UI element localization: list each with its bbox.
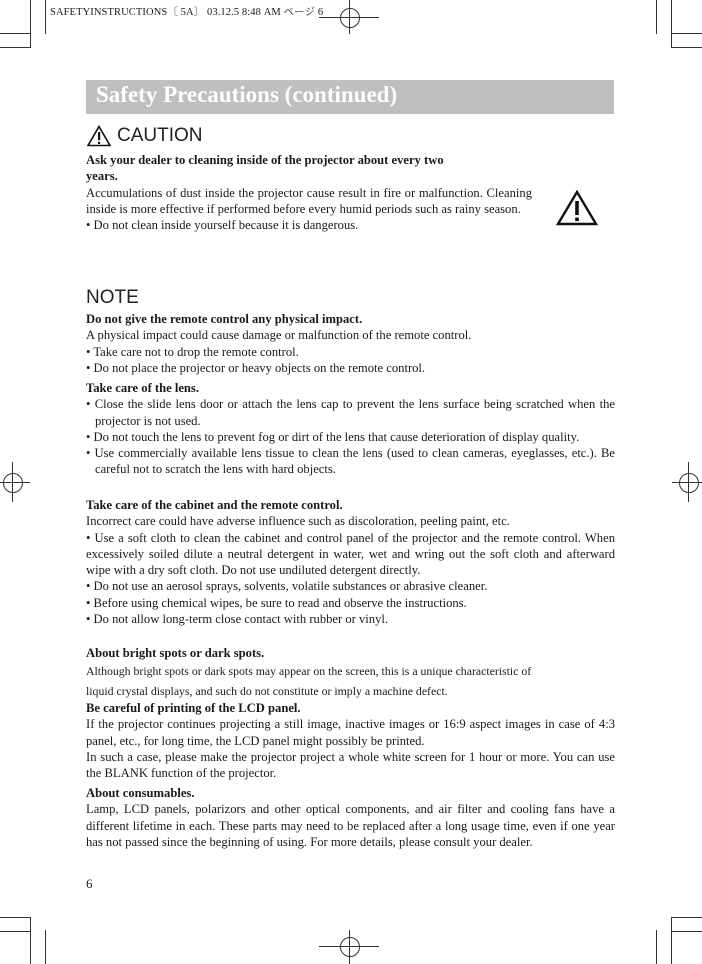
- note-label: NOTE: [86, 287, 139, 308]
- lens-bullet-3: • Use commercially available lens tissue to clean the lens (used to clean cameras, eyeglasses, etc.). Be careful not to scratch the lens with hard objects.: [86, 446, 615, 477]
- print-slug: SAFETYINSTRUCTIONS〔 5A〕 03.12.5 8:48 AM ページ 6: [50, 7, 324, 18]
- lens-bullet-2: • Do not touch the lens to prevent fog or dirt of the lens that cause deterioration of display quality.: [86, 429, 580, 444]
- warning-triangle-icon-large: [556, 190, 598, 226]
- note-lcd-section: [86, 700, 615, 781]
- remote-body: A physical impact could cause damage or malfunction of the remote control.: [86, 328, 472, 343]
- lens-heading: Take care of the lens.: [86, 381, 199, 395]
- section-title-bar: [86, 80, 614, 114]
- cabinet-heading: Take care of the cabinet and the remote control.: [86, 498, 343, 512]
- caution-body: Accumulations of dust inside the projector cause result in fire or malfunction. Cleaning inside is more effective if performed before every humid periods such as rainy season.: [86, 185, 532, 216]
- caution-bullet: • Do not clean inside yourself because it is dangerous.: [86, 218, 359, 233]
- remote-heading: Do not give the remote control any physical impact.: [86, 312, 363, 326]
- cabinet-bullet-3: • Before using chemical wipes, be sure to read and observe the instructions.: [86, 595, 467, 610]
- caution-heading-line1: Ask your dealer to cleaning inside of the projector about every two: [86, 153, 444, 167]
- consumables-body: Lamp, LCD panels, polarizors and other optical components, and air filter and cooling fans have a different lifetime in each. These parts may need to be replaced after a long usage time, even if one year has not passed since the beginning of using. For more details, please consult your dealer.: [86, 802, 615, 849]
- lcd-para-1: If the projector continues projecting a still image, inactive images or 16:9 aspect images in case of 4:3 panel, etc., for long time, the LCD panel might possibly be printed.: [86, 717, 615, 748]
- cabinet-bullet-4: • Do not allow long-term close contact with rubber or vinyl.: [86, 612, 389, 627]
- spots-line-1: Although bright spots or dark spots may appear on the screen, this is a unique characteristic of: [86, 664, 532, 679]
- caution-label: CAUTION: [117, 125, 203, 146]
- lcd-heading: Be careful of printing of the LCD panel.: [86, 701, 301, 715]
- note-consumables-section: [86, 785, 615, 850]
- cabinet-body: Incorrect care could have adverse influence such as discoloration, peeling paint, etc.: [86, 514, 510, 529]
- caution-heading-line2: years.: [86, 169, 118, 184]
- remote-bullet-2: • Do not place the projector or heavy objects on the remote control.: [86, 360, 426, 375]
- lcd-para-2: In such a case, please make the projector project a whole white screen for 1 hour or more. You can use the BLANK function of the projector.: [86, 749, 615, 781]
- consumables-heading: About consumables.: [86, 786, 195, 800]
- cabinet-bullet-2: • Do not use an aerosol sprays, solvents, volatile substances or abrasive cleaner.: [86, 579, 488, 594]
- warning-triangle-icon: [87, 125, 111, 147]
- note-lens-section: [86, 380, 615, 478]
- lens-bullet-1: • Close the slide lens door or attach the lens cap to prevent the lens surface being scratched when the projector is not used.: [86, 397, 615, 428]
- page-title: Safety Precautions (continued): [96, 82, 398, 107]
- caution-section: [86, 152, 615, 233]
- note-spots-section: [86, 645, 615, 701]
- note-remote-section: [86, 311, 615, 376]
- cabinet-bullet-1: • Use a soft cloth to clean the cabinet and control panel of the projector and the remote control. When excessively soiled dilute a neutral detergent in water, wet and wring out the soft cloth and afterward wipe with a dry soft cloth. Do not use undiluted detergent directly.: [86, 530, 615, 578]
- note-cabinet-section: [86, 497, 615, 627]
- page-number: 6: [86, 876, 93, 891]
- spots-heading: About bright spots or dark spots.: [86, 646, 265, 660]
- spots-line-2: liquid crystal displays, and such do not constitute or imply a machine defect.: [86, 684, 448, 699]
- remote-bullet-1: • Take care not to drop the remote control.: [86, 344, 299, 359]
